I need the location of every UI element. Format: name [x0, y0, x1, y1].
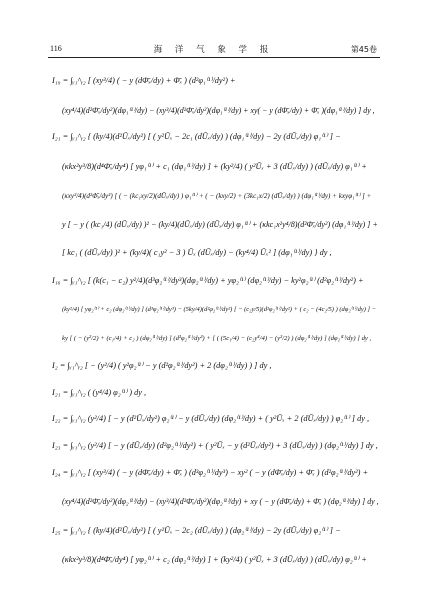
equation-line: ky [ ( − (y²/2) + (c₁/4) + c₂ ) (dφ₂⁽¹⁾/dy) ] (d³φ₂⁽¹⁾/dy³) + [ ( (5c₁/4) − (c₂y⁴/4) − (y²/2) ) (dφ₂⁽¹⁾/dy) ] (dφ₂⁽¹⁾/dy) ] dy ,: [62, 335, 372, 342]
equation-line: (κkx²y³/8)(d⁴Φ̄ₓ/dy⁴) [ yφ₁⁽¹⁾ + c₁ (dφ₁⁽¹⁾/dy) ] + (ky²/4) ( y²Ūₓ + 3 (dŪₓ/dy) ) (dŪₓ/dy) φ₁⁽¹⁾ +: [62, 162, 367, 171]
equation-line: I₂₁ = ∫ᵧ₁^ᵧ₂ ( (y⁴/4) φ₂⁽¹⁾ ) dy ,: [52, 388, 147, 397]
equation-line: I₂₂ = ∫ᵧ₁^ᵧ₂ (y²/4) [ − y (d²Ūₓ/dy²) φ₂⁽¹⁾ − y (dŪₓ/dy) (dφ₂⁽¹⁾/dy) + ( y²Ūₓ + 2 (dŪₓ/dy) ) φ₂⁽¹⁾ ] dy ,: [52, 414, 370, 423]
equation-line: (κxy²/4)(d²Φ̄ₓ/dy²) [ ( − (kc₁xy/2)(dŪₓ/dy) ) φ₁⁽¹⁾ + ( − (kxy/2) + (3kc₁x/2) (dŪₓ/dy) ) (dφ₁⁽¹⁾/dy) + kxyφ₁⁽¹⁾ ] +: [62, 192, 372, 200]
equation-line: [ kc₁ ( (dŪₓ/dy) )² + (ky/4)( c₁y² − 3 ) Ūₓ (dŪₓ/dy) − (ky⁴/4) Ūₓ² ] (dφ₁⁽¹⁾/dy) } dy ,: [62, 248, 332, 257]
equation-line: (ky²/4) [ yφ₂⁽¹⁾ + c₂ (dφ₂⁽¹⁾/dy) ] (d³φ₂⁽¹⁾/dy³) − (5ky/4)(d²φ₂⁽¹⁾/dy²) [ − (c₂y/5)(d²φ₂⁽¹⁾/dy²) + ( c₂ − (4c₂/5) ) (dφ₂⁽¹⁾/dy) ] −: [62, 306, 377, 313]
equation-line: I₂₁ = ∫ᵧ₁^ᵧ₂ { (ky/4)(d²Ūₓ/dy²) [ ( y²Ūₓ − 2c₁ (dŪₓ/dy) ) (dφ₁⁽¹⁾/dy) − 2y (dŪₓ/dy) φ₁⁽¹⁾ ] −: [52, 132, 341, 141]
equation-line: y [ − y ( (kc₁/4) (dŪₓ/dy) )² − (ky/4)(dŪₓ/dy) (dŪₓ/dy) φ₁⁽¹⁾ + (κkc₁x²y⁴/8)(d²Φ̄ₓ/dy²) (dφ₁⁽¹⁾/dy) ] +: [62, 220, 378, 229]
journal-title: 海 洋 气 象 学 报: [153, 45, 274, 55]
equation-line: I₂₅ = ∫ᵧ₁^ᵧ₂ { (ky/4)(d²Ūₓ/dy²) [ ( y²Ūₓ − 2c₂ (dŪₓ/dy) ) (dφ₂⁽¹⁾/dy) − 2y (dŪₓ/dy) φ₂⁽¹⁾ ] −: [52, 526, 341, 535]
volume-label: 第45卷: [350, 45, 377, 54]
equation-line: (xy⁴/4)(d²Φ̄ₓ/dy²)(dφ₂⁽¹⁾/dy) − (xy³/4)(d²Φ̄ₓ/dy²)(dφ₂⁽¹⁾/dy) + xy ( − y (dΦ̄ₓ/dy) + Φ̄ₓ ) (dφ₂⁽¹⁾/dy) ] dy ,: [62, 497, 379, 506]
page-number: 116: [50, 44, 62, 53]
equation-line: I₂₃ = ∫ᵧ₁^ᵧ₂ (y²/4) [ − y (dŪₓ/dy) (d²φ₂⁽¹⁾/dy²) + ( y²Ūₓ − y (d²Ūₓ/dy²) + 3 (dŪₓ/dy) ) (dφ₂⁽¹⁾/dy) ] dy ,: [52, 441, 378, 450]
equation-line: I₂₄ = ∫ᵧ₁^ᵧ₂ [ (xy³/4) ( − y (dΦ̄ₓ/dy) + Φ̄ₓ ) (d³φ₂⁽¹⁾/dy³) − xy² ( − y (dΦ̄ₓ/dy) + Φ̄ₓ ) (d²φ₂⁽¹⁾/dy²) +: [52, 468, 369, 477]
equation-line: I₁₉ = ∫ᵧ₁^ᵧ₂ [ (xy³/4) ( − y (dΦ̄ₓ/dy) + Φ̄ₓ ) (d²φ₁⁽¹⁾/dy²) +: [52, 76, 236, 85]
equation-line: (κkx²y³/8)(d⁴Φ̄ₓ/dy⁴) [ yφ₂⁽¹⁾ + c₂ (dφ₂⁽¹⁾/dy) ] + (ky²/4) ( y²Ūₓ + 3 (dŪₓ/dy) ) (dŪₓ/dy) φ₂⁽¹⁾ +: [62, 555, 367, 564]
equation-line: I₁₆ = ∫ᵧ₁^ᵧ₂ [ (k(c₁ − c₂) y²/4)(d³φ₂⁽¹⁾/dy³)(dφ₂⁽¹⁾/dy) + yφ₂⁽¹⁾ (dφ₂⁽¹⁾/dy) − ky²φ₂⁽¹⁾ (d²φ₂⁽¹⁾/dy²) +: [52, 276, 364, 285]
equation-line: (xy⁴/4)(d²Φ̄ₓ/dy²)(dφ₁⁽¹⁾/dy) − (xy³/4)(d²Φ̄ₓ/dy²)(dφ₁⁽¹⁾/dy) + xy( − y (dΦ̄ₓ/dy) + Φ̄ₓ )(dφ₁⁽¹⁾/dy) ] dy ,: [62, 106, 375, 115]
equation-line: I₂ = ∫ᵧ₁^ᵧ₂ [ − (y²/4) ( y²φ₂⁽¹⁾ − y (d²φ₂⁽¹⁾/dy²) + 2 (dφ₂⁽¹⁾/dy) ) ] dy ,: [52, 361, 272, 370]
